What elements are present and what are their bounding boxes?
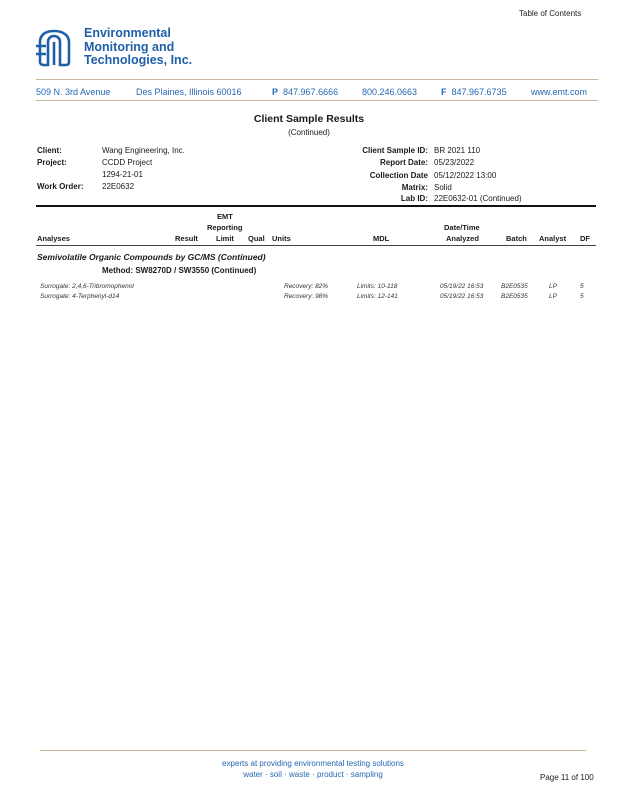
footer-divider	[40, 750, 586, 751]
project-number: 1294-21-01	[102, 170, 143, 179]
table-top-rule	[36, 205, 596, 207]
row-1-df: 5	[580, 283, 584, 290]
col-analyses: Analyses	[37, 234, 70, 243]
col-emt: EMT	[217, 212, 233, 221]
collection-date-value: 05/12/2022 13:00	[434, 171, 497, 180]
col-limit: Limit	[216, 234, 234, 243]
col-mdl: MDL	[373, 234, 390, 243]
header-divider	[36, 79, 598, 80]
row-1-analyst: LP	[549, 283, 557, 290]
phone-value: 847.967.6666	[283, 87, 339, 97]
row-2-batch: B2E0535	[501, 293, 528, 300]
method-line: Method: SW8270D / SW3550 (Continued)	[102, 266, 257, 275]
sample-id-value: BR 2021 110	[434, 146, 481, 155]
col-analyst: Analyst	[539, 234, 567, 243]
city-address: Des Plaines, Illinois 60016	[136, 87, 242, 97]
report-date-value: 05/23/2022	[434, 158, 475, 167]
table-of-contents-link[interactable]: Table of Contents	[519, 9, 582, 18]
row-2-limits: Limits: 12-141	[357, 293, 398, 300]
col-result: Result	[175, 234, 198, 243]
company-name-line2: Monitoring and	[84, 39, 175, 54]
lab-id-value: 22E0632-01 (Continued)	[434, 194, 522, 203]
phone-number	[272, 87, 338, 97]
footer-tagline: experts at providing environmental testing solutions	[222, 759, 404, 768]
company-name-line1: Environmental	[84, 26, 171, 40]
matrix-label: Matrix:	[401, 183, 428, 192]
fax-label: F	[441, 87, 447, 97]
col-reporting: Reporting	[207, 223, 243, 232]
col-batch: Batch	[506, 234, 527, 243]
footer-services: water · soil · waste · product · sampling	[243, 770, 383, 779]
project-label: Project:	[37, 158, 67, 167]
col-analyzed: Analyzed	[446, 234, 479, 243]
client-label: Client:	[37, 146, 62, 155]
page-number: Page 11 of 100	[540, 773, 594, 782]
col-df: DF	[580, 234, 590, 243]
project-value: CCDD Project	[102, 158, 153, 167]
report-subtitle: (Continued)	[288, 128, 330, 137]
row-1-batch: B2E0535	[501, 283, 528, 290]
report-date-label: Report Date:	[379, 158, 428, 167]
table-header-rule	[36, 245, 596, 246]
company-name-line3: Technologies, Inc.	[84, 53, 193, 67]
emt-logo-icon	[34, 28, 74, 73]
row-2-analyzed: 05/19/22 16:53	[440, 293, 484, 300]
address-divider	[36, 100, 598, 101]
lab-id-label: Lab ID:	[400, 194, 428, 203]
work-order-label: Work Order:	[37, 182, 84, 191]
phone-label: P	[272, 87, 279, 97]
row-1-analyte: Surrogate: 2,4,6-Tribromophenol	[40, 283, 134, 290]
row-2-analyte: Surrogate: 4-Terphenyl-d14	[40, 293, 120, 300]
col-qual: Qual	[248, 234, 265, 243]
work-order-value: 22E0632	[102, 182, 135, 191]
client-value: Wang Engineering, Inc.	[102, 146, 185, 155]
collection-date-label: Collection Date	[369, 171, 428, 180]
toll-free-number: 800.246.0663	[362, 87, 418, 97]
sample-id-label: Client Sample ID:	[362, 146, 428, 155]
report-title: Client Sample Results	[253, 113, 365, 125]
street-address: 509 N. 3rd Avenue	[36, 87, 111, 97]
row-2-analyst: LP	[549, 293, 557, 300]
company-name	[84, 27, 192, 68]
website-link[interactable]: www.emt.com	[531, 87, 588, 97]
col-units: Units	[272, 234, 291, 243]
matrix-value: Solid	[434, 183, 452, 192]
row-2-recovery: Recovery: 98%	[284, 293, 329, 300]
fax-value: 847.967.6735	[451, 87, 507, 97]
row-1-analyzed: 05/19/22 16:53	[440, 283, 484, 290]
section-title: Semivolatile Organic Compounds by GC/MS (Continued)	[37, 252, 266, 262]
row-1-recovery: Recovery: 82%	[284, 283, 329, 290]
col-datetime: Date/Time	[444, 223, 480, 232]
row-2-df: 5	[580, 293, 584, 300]
row-1-limits: Limits: 10-118	[357, 283, 398, 290]
fax-number	[441, 87, 507, 97]
